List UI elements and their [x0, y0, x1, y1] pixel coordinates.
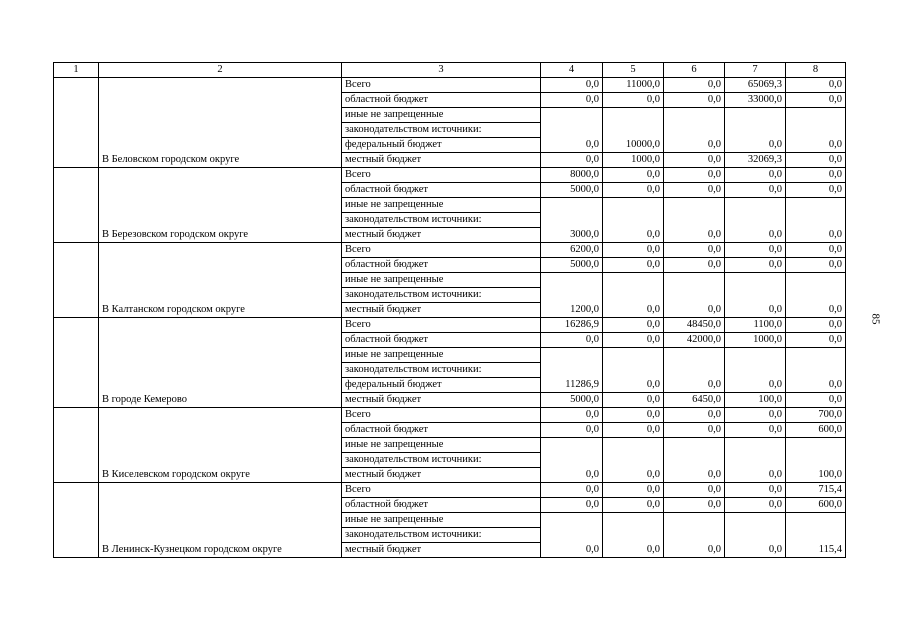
- value-col-4: 5000,0: [541, 183, 603, 198]
- value-col-5: 0,0: [603, 243, 664, 258]
- value-col-5: 0,0: [603, 333, 664, 348]
- value-col-8: 0,0: [786, 93, 846, 108]
- value-col-8: 600,0: [786, 423, 846, 438]
- municipality-name: В Беловском городском округе: [99, 78, 342, 168]
- value-col-7: 0,0: [725, 483, 786, 498]
- value-col-7: 0,0: [725, 258, 786, 273]
- value-col-4: 3000,0: [541, 198, 603, 243]
- value-col-6: 0,0: [664, 258, 725, 273]
- value-col-6: 0,0: [664, 348, 725, 393]
- value-col-5: 10000,0: [603, 108, 664, 153]
- header-col-6: 6: [664, 63, 725, 78]
- value-col-8: 0,0: [786, 333, 846, 348]
- value-col-7: 0,0: [725, 243, 786, 258]
- value-col-7: 0,0: [725, 513, 786, 558]
- municipality-group: [54, 318, 846, 408]
- table-row: [54, 168, 846, 183]
- value-col-7: 0,0: [725, 108, 786, 153]
- value-col-5: 0,0: [603, 393, 664, 408]
- value-col-5: 0,0: [603, 408, 664, 423]
- value-col-4: 1200,0: [541, 273, 603, 318]
- value-col-6: 0,0: [664, 483, 725, 498]
- value-col-6: 0,0: [664, 198, 725, 243]
- value-col-6: 0,0: [664, 168, 725, 183]
- value-col-4: 0,0: [541, 438, 603, 483]
- funding-source-label: законодательством источники:: [342, 288, 541, 303]
- value-col-5: 0,0: [603, 498, 664, 513]
- value-col-7: 0,0: [725, 348, 786, 393]
- funding-source-label: местный бюджет: [342, 543, 541, 558]
- funding-source-label: законодательством источники:: [342, 453, 541, 468]
- value-col-8: 0,0: [786, 198, 846, 243]
- funding-source-label: областной бюджет: [342, 498, 541, 513]
- table-header: [54, 63, 846, 78]
- value-col-8: 0,0: [786, 393, 846, 408]
- funding-source-label: иные не запрещенные: [342, 198, 541, 213]
- municipality-name: В Калтанском городском округе: [99, 243, 342, 318]
- value-col-6: 0,0: [664, 513, 725, 558]
- budget-table: [53, 62, 846, 558]
- value-col-4: 0,0: [541, 423, 603, 438]
- funding-source-label: местный бюджет: [342, 393, 541, 408]
- value-col-4: 5000,0: [541, 258, 603, 273]
- value-col-4: 0,0: [541, 333, 603, 348]
- value-col-7: 65069,3: [725, 78, 786, 93]
- table-row: [54, 483, 846, 498]
- value-col-6: 6450,0: [664, 393, 725, 408]
- table-row: [54, 78, 846, 93]
- table-row: [54, 408, 846, 423]
- value-col-6: 0,0: [664, 183, 725, 198]
- header-col-8: 8: [786, 63, 846, 78]
- value-col-6: 0,0: [664, 93, 725, 108]
- value-col-6: 48450,0: [664, 318, 725, 333]
- value-col-4: 0,0: [541, 513, 603, 558]
- value-col-6: 42000,0: [664, 333, 725, 348]
- funding-source-label: Всего: [342, 78, 541, 93]
- funding-source-label: местный бюджет: [342, 468, 541, 483]
- header-col-4: 4: [541, 63, 603, 78]
- value-col-6: 0,0: [664, 108, 725, 153]
- value-col-8: 600,0: [786, 498, 846, 513]
- header-col-1: 1: [54, 63, 99, 78]
- value-col-8: 0,0: [786, 108, 846, 153]
- value-col-7: 0,0: [725, 183, 786, 198]
- value-col-7: 0,0: [725, 198, 786, 243]
- funding-source-label: законодательством источники:: [342, 213, 541, 228]
- page-number: 85: [869, 313, 882, 325]
- row-number-cell: [54, 168, 99, 243]
- value-col-7: 32069,3: [725, 153, 786, 168]
- value-col-4: 0,0: [541, 108, 603, 153]
- municipality-group: [54, 483, 846, 558]
- funding-source-label: Всего: [342, 318, 541, 333]
- funding-source-label: законодательством источники:: [342, 528, 541, 543]
- value-col-4: 0,0: [541, 93, 603, 108]
- value-col-5: 0,0: [603, 318, 664, 333]
- funding-source-label: законодательством источники:: [342, 363, 541, 378]
- municipality-name: В городе Кемерово: [99, 318, 342, 408]
- funding-source-label: Всего: [342, 483, 541, 498]
- funding-source-label: иные не запрещенные: [342, 513, 541, 528]
- value-col-7: 0,0: [725, 438, 786, 483]
- value-col-8: 700,0: [786, 408, 846, 423]
- value-col-4: 0,0: [541, 78, 603, 93]
- municipality-group: [54, 243, 846, 318]
- value-col-4: 6200,0: [541, 243, 603, 258]
- value-col-4: 0,0: [541, 498, 603, 513]
- value-col-5: 0,0: [603, 93, 664, 108]
- municipality-group: [54, 408, 846, 483]
- funding-source-label: местный бюджет: [342, 303, 541, 318]
- municipality-name: В Березовском городском округе: [99, 168, 342, 243]
- funding-source-label: Всего: [342, 168, 541, 183]
- municipality-group: [54, 78, 846, 168]
- value-col-8: 115,4: [786, 513, 846, 558]
- value-col-7: 0,0: [725, 498, 786, 513]
- funding-source-label: Всего: [342, 243, 541, 258]
- funding-source-label: областной бюджет: [342, 423, 541, 438]
- header-col-2: 2: [99, 63, 342, 78]
- value-col-5: 0,0: [603, 198, 664, 243]
- value-col-7: 100,0: [725, 393, 786, 408]
- funding-source-label: иные не запрещенные: [342, 273, 541, 288]
- value-col-5: 0,0: [603, 483, 664, 498]
- funding-source-label: областной бюджет: [342, 183, 541, 198]
- value-col-8: 100,0: [786, 438, 846, 483]
- value-col-6: 0,0: [664, 153, 725, 168]
- funding-source-label: местный бюджет: [342, 228, 541, 243]
- value-col-6: 0,0: [664, 243, 725, 258]
- value-col-5: 0,0: [603, 168, 664, 183]
- municipality-group: [54, 168, 846, 243]
- value-col-8: 0,0: [786, 258, 846, 273]
- header-col-7: 7: [725, 63, 786, 78]
- value-col-8: 715,4: [786, 483, 846, 498]
- value-col-8: 0,0: [786, 318, 846, 333]
- table-row: [54, 243, 846, 258]
- value-col-7: 0,0: [725, 168, 786, 183]
- value-col-7: 0,0: [725, 423, 786, 438]
- value-col-4: 8000,0: [541, 168, 603, 183]
- value-col-7: 0,0: [725, 273, 786, 318]
- funding-source-label: законодательством источники:: [342, 123, 541, 138]
- value-col-8: 0,0: [786, 78, 846, 93]
- funding-source-label: федеральный бюджет: [342, 138, 541, 153]
- funding-source-label: Всего: [342, 408, 541, 423]
- row-number-cell: [54, 78, 99, 168]
- funding-source-label: областной бюджет: [342, 333, 541, 348]
- value-col-5: 0,0: [603, 273, 664, 318]
- value-col-4: 0,0: [541, 153, 603, 168]
- funding-source-label: иные не запрещенные: [342, 348, 541, 363]
- funding-source-label: иные не запрещенные: [342, 438, 541, 453]
- funding-source-label: федеральный бюджет: [342, 378, 541, 393]
- funding-source-label: областной бюджет: [342, 258, 541, 273]
- value-col-5: 0,0: [603, 513, 664, 558]
- header-row: [54, 63, 846, 78]
- header-col-3: 3: [342, 63, 541, 78]
- value-col-4: 5000,0: [541, 393, 603, 408]
- value-col-6: 0,0: [664, 438, 725, 483]
- value-col-4: 16286,9: [541, 318, 603, 333]
- row-number-cell: [54, 243, 99, 318]
- value-col-7: 1100,0: [725, 318, 786, 333]
- table-row: [54, 318, 846, 333]
- value-col-8: 0,0: [786, 348, 846, 393]
- municipality-name: В Ленинск-Кузнецком городском округе: [99, 483, 342, 558]
- value-col-5: 1000,0: [603, 153, 664, 168]
- value-col-8: 0,0: [786, 273, 846, 318]
- value-col-6: 0,0: [664, 273, 725, 318]
- row-number-cell: [54, 408, 99, 483]
- value-col-6: 0,0: [664, 408, 725, 423]
- value-col-7: 33000,0: [725, 93, 786, 108]
- value-col-6: 0,0: [664, 423, 725, 438]
- value-col-5: 0,0: [603, 183, 664, 198]
- value-col-7: 1000,0: [725, 333, 786, 348]
- value-col-4: 0,0: [541, 408, 603, 423]
- value-col-5: 0,0: [603, 258, 664, 273]
- funding-source-label: иные не запрещенные: [342, 108, 541, 123]
- row-number-cell: [54, 483, 99, 558]
- value-col-6: 0,0: [664, 78, 725, 93]
- header-col-5: 5: [603, 63, 664, 78]
- value-col-7: 0,0: [725, 408, 786, 423]
- value-col-8: 0,0: [786, 153, 846, 168]
- value-col-8: 0,0: [786, 243, 846, 258]
- value-col-8: 0,0: [786, 168, 846, 183]
- municipality-name: В Киселевском городском округе: [99, 408, 342, 483]
- value-col-8: 0,0: [786, 183, 846, 198]
- funding-source-label: областной бюджет: [342, 93, 541, 108]
- row-number-cell: [54, 318, 99, 408]
- value-col-5: 0,0: [603, 348, 664, 393]
- value-col-6: 0,0: [664, 498, 725, 513]
- value-col-4: 11286,9: [541, 348, 603, 393]
- value-col-5: 0,0: [603, 438, 664, 483]
- funding-source-label: местный бюджет: [342, 153, 541, 168]
- value-col-5: 0,0: [603, 423, 664, 438]
- value-col-4: 0,0: [541, 483, 603, 498]
- value-col-5: 11000,0: [603, 78, 664, 93]
